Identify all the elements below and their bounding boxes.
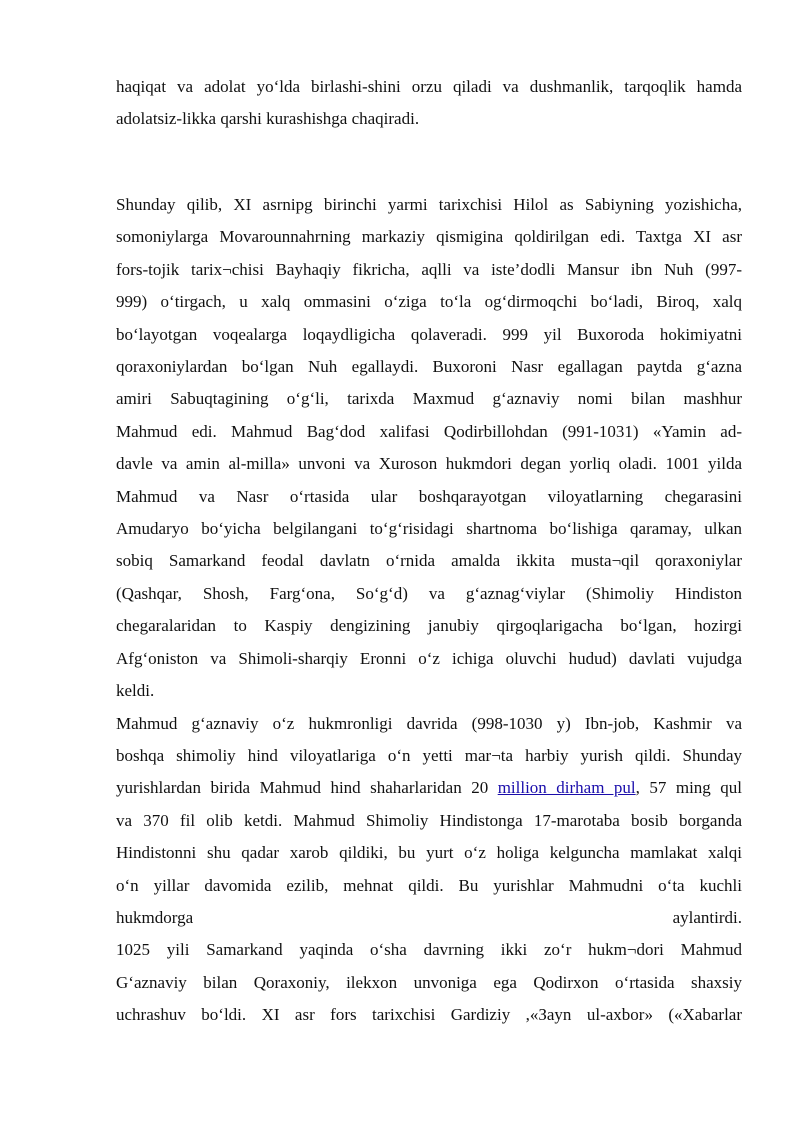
text-line: Mahmud edi. Mahmud Bag‘dod xalifasi Qodirbillohdan (991-1031) «Yamin ad- — [116, 421, 742, 441]
text-line: sobiq Samarkand feodal davlatn o‘rnida amalda ikkita musta¬qil qoraxoniylar — [116, 551, 742, 571]
paragraph-2 — [116, 189, 742, 1032]
million-dirham-link[interactable]: million dirham pul — [497, 778, 636, 798]
text-line: Hindistonni shu qadar xarob qildiki, bu yurt o‘z holiga kelguncha mamlakat xalqi — [116, 843, 742, 863]
text-line: (Qashqar, Shosh, Farg‘ona, So‘g‘d) va g‘aznag‘viylar (Shimoliy Hindiston — [116, 583, 742, 603]
text-line: hukmdorga aylantirdi. — [116, 907, 742, 927]
text-line: chegaralaridan to Kaspiy dengizining janubiy qirgoqlarigacha bo‘lgan, hozirgi — [116, 616, 742, 636]
text-line: qoraxoniylardan bo‘lgan Nuh egallaydi. Buxoroni Nasr egallagan paytda g‘azna — [116, 357, 742, 377]
text-line: Mahmud va Nasr o‘rtasida ular boshqarayotgan viloyatlarning chegarasini — [116, 486, 742, 506]
link-prefix-text: yurishlardan birida Mahmud hind shaharlaridan 20 — [116, 778, 498, 798]
text-line: davle va amin al-milla» unvoni va Xuroson hukmdori degan yorliq oladi. 1001 yilda — [116, 454, 742, 474]
text-line: Afg‘oniston va Shimoli-sharqiy Eronni o‘z ichiga oluvchi hudud) davlati vujudga — [116, 648, 742, 668]
text-line: amiri Sabuqtagining o‘g‘li, tarixda Maxmud g‘aznaviy nomi bilan mashhur — [116, 389, 742, 409]
text-line: o‘n yillar davomida ezilib, mehnat qildi. Bu yurishlar Mahmudni o‘ta kuchli — [116, 875, 742, 895]
paragraph-1 — [116, 71, 742, 136]
link-suffix-text: , 57 ming qul — [635, 778, 742, 798]
text-line: Shunday qilib, XI asrnipg birinchi yarmi tarixchisi Hilol as Sabiyning yozishicha, — [116, 195, 742, 214]
text-line: boshqa shimoliy hind viloyatlariga o‘n yetti mar¬ta harbiy yurish qildi. Shunday — [116, 745, 742, 765]
text-line: Amudaryo bo‘yicha belgilangani to‘g‘risidagi shartnoma bo‘lishiga qaramay, ulkan — [116, 519, 742, 539]
text-line: G‘aznaviy bilan Qoraxoniy, ilekxon unvoniga ega Qodirxon o‘rtasida shaxsiy — [116, 972, 742, 992]
text-line: bo‘layotgan voqealarga loqaydligicha qolaveradi. 999 yil Buxoroda hokimiyatni — [116, 324, 742, 344]
text-line: va 370 fil olib ketdi. Mahmud Shimoliy Hindistonga 17-marotaba bosib borganda — [116, 810, 742, 830]
text-line: Mahmud g‘aznaviy o‘z hukmronligi davrida (998-1030 y) Ibn-job, Kashmir va — [116, 713, 742, 733]
text-line: keldi. — [116, 681, 155, 701]
text-line: adolatsiz-likka qarshi kurashishga chaqiradi. — [116, 109, 420, 129]
text-line: 999) o‘tirgach, u xalq ommasini o‘ziga to‘la og‘dirmoqchi bo‘ladi, Biroq, xalq — [116, 292, 742, 312]
text-line-with-link — [116, 772, 742, 804]
text-line: uchrashuv bo‘ldi. XI asr fors tarixchisi Gardiziy ,«Зayn ul-axbor» («Xabarlar — [116, 1005, 742, 1025]
text-line: haqiqat va adolat yo‘lda birlashi-shini orzu qiladi va dushmanlik, tarqoqlik hamda — [116, 77, 742, 96]
text-line: fors-tojik tarix¬chisi Bayhaqiy fikricha, aqlli va iste’dodli Mansur ibn Nuh (997- — [116, 259, 742, 279]
text-line: somoniylarga Movarounnahrning markaziy qismigina qoldirilgan edi. Taxtga XI asr — [116, 227, 742, 247]
text-line: 1025 yili Samarkand yaqinda o‘sha davrning ikki zo‘r hukm¬dori Mahmud — [116, 940, 742, 960]
